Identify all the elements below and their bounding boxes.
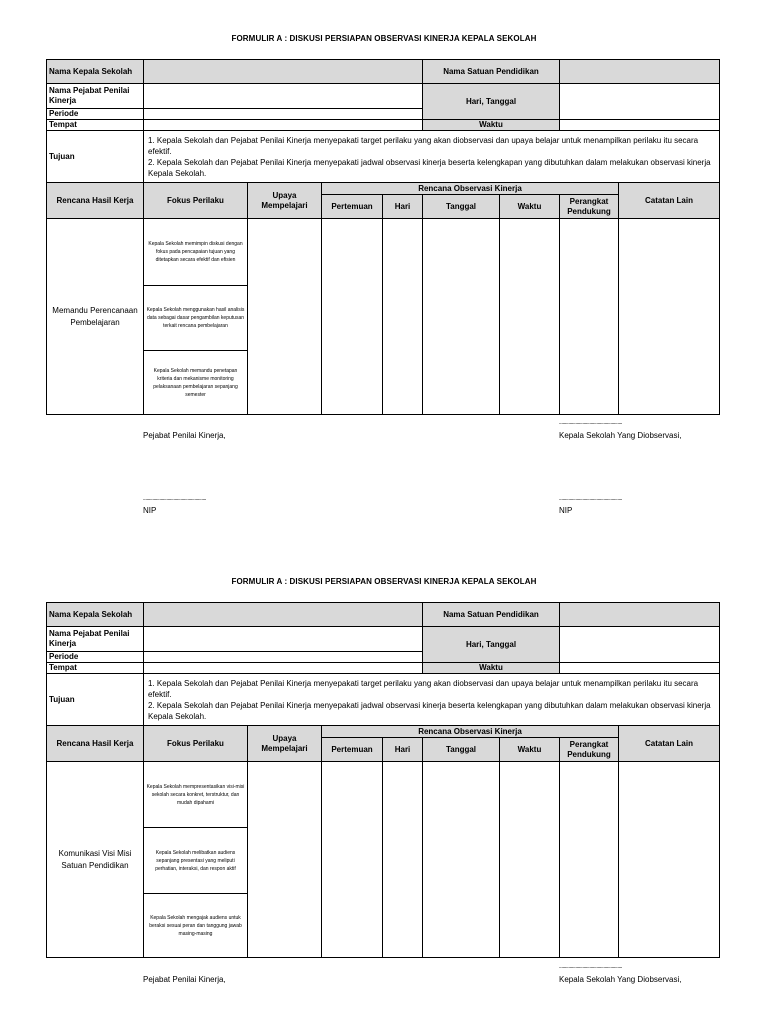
- nama-satuan-field[interactable]: [560, 603, 720, 627]
- tempat-field[interactable]: [144, 120, 423, 131]
- header-rencana-hasil: Rencana Hasil Kerja: [47, 726, 144, 762]
- tujuan-item: 1. Kepala Sekolah dan Pejabat Penilai Kinerja menyepakati target perilaku yang akan diobservasi dan upaya belajar untuk menampilkan perilaku itu secara efektif.: [148, 678, 699, 699]
- catatan-cell[interactable]: [619, 219, 720, 415]
- rencana-hasil-kerja: Memandu Perencanaan Pembelajaran: [47, 219, 144, 415]
- tujuan-item: 1. Kepala Sekolah dan Pejabat Penilai Kinerja menyepakati target perilaku yang akan diobservasi dan upaya belajar untuk menampilkan perilaku itu secara efektif.: [148, 135, 699, 156]
- signature-label-left: Pejabat Penilai Kinerja,: [143, 431, 226, 440]
- hari-tanggal-label: Hari, Tanggal: [423, 84, 560, 120]
- waktu-field[interactable]: [560, 663, 720, 674]
- tujuan-item: 2. Kepala Sekolah dan Pejabat Penilai Kinerja menyepakati jadwal observasi kinerja beserta kelengkapan yang dibutuhkan dalam melakukan observasi kinerja Kepala Sekolah.: [148, 700, 711, 721]
- header-rencana-hasil: Rencana Hasil Kerja: [47, 183, 144, 219]
- form-table: [46, 59, 720, 415]
- header-rencana-observasi: Rencana Observasi Kinerja: [322, 183, 619, 195]
- nama-kepala-field[interactable]: [144, 60, 423, 84]
- nip-label-left: NIP: [143, 506, 157, 515]
- header-rencana-observasi: Rencana Observasi Kinerja: [322, 726, 619, 738]
- waktu-cell[interactable]: [500, 219, 560, 415]
- hari-tanggal-field[interactable]: [560, 627, 720, 663]
- periode-field[interactable]: [144, 109, 423, 120]
- nama-kepala-field[interactable]: [144, 603, 423, 627]
- waktu-label: Waktu: [423, 663, 560, 674]
- nama-kepala-label: Nama Kepala Sekolah: [47, 60, 144, 84]
- upaya-cell[interactable]: [248, 762, 322, 958]
- form-title: FORMULIR A : DISKUSI PERSIAPAN OBSERVASI KINERJA KEPALA SEKOLAH: [231, 34, 537, 43]
- nama-kepala-label: Nama Kepala Sekolah: [47, 603, 144, 627]
- fokus-perilaku-item: Kepala Sekolah mempresentasikan visi-misi sekolah secara konkret, terstruktur, dan mudah dipahami: [144, 762, 248, 828]
- header-tanggal: Tanggal: [423, 738, 500, 762]
- upaya-cell[interactable]: [248, 219, 322, 415]
- nip-label-right: NIP: [559, 506, 573, 515]
- fokus-perilaku-item: Kepala Sekolah memimpin diskusi dengan fokus pada pencapaian tujuan yang ditetapkan secara efektif dan efisien: [144, 219, 248, 286]
- header-hari: Hari: [383, 738, 423, 762]
- tempat-field[interactable]: [144, 663, 423, 674]
- tujuan-label: Tujuan: [47, 674, 144, 726]
- signature-label-right: Kepala Sekolah Yang Diobservasi,: [559, 975, 682, 984]
- tujuan-label: Tujuan: [47, 131, 144, 183]
- fokus-perilaku-item: Kepala Sekolah mengajak audiens untuk beraksi sesuai peran dan tanggung jawab masing-masing: [144, 894, 248, 958]
- header-pertemuan: Pertemuan: [322, 195, 383, 219]
- waktu-label: Waktu: [423, 120, 560, 131]
- header-fokus: Fokus Perilaku: [144, 183, 248, 219]
- signature-label-left: Pejabat Penilai Kinerja,: [143, 975, 226, 984]
- tujuan-item: 2. Kepala Sekolah dan Pejabat Penilai Kinerja menyepakati jadwal observasi kinerja beserta kelengkapan yang dibutuhkan dalam melakukan observasi kinerja Kepala Sekolah.: [148, 157, 711, 178]
- tujuan-text: [144, 131, 720, 183]
- form-title: FORMULIR A : DISKUSI PERSIAPAN OBSERVASI KINERJA KEPALA SEKOLAH: [231, 577, 537, 586]
- header-perangkat: Perangkat Pendukung: [560, 195, 619, 219]
- waktu-cell[interactable]: [500, 762, 560, 958]
- fokus-perilaku-item: Kepala Sekolah menggunakan hasil analisis data sebagai dasar pengambilan keputusan terkait rencana pembelajaran: [144, 286, 248, 351]
- pertemuan-cell[interactable]: [322, 219, 383, 415]
- header-catatan: Catatan Lain: [619, 183, 720, 219]
- tanggal-cell[interactable]: [423, 219, 500, 415]
- fokus-perilaku-item: Kepala Sekolah memandu penetapan kriteria dan mekanisme monitoring pelaksanaan pembelajaran sepanjang semester: [144, 351, 248, 415]
- nama-pejabat-label: Nama Pejabat Penilai Kinerja: [47, 84, 144, 109]
- nama-satuan-label: Nama Satuan Pendidikan: [423, 60, 560, 84]
- header-perangkat: Perangkat Pendukung: [560, 738, 619, 762]
- signature-label-right: Kepala Sekolah Yang Diobservasi,: [559, 431, 682, 440]
- hari-tanggal-label: Hari, Tanggal: [423, 627, 560, 663]
- signature-line-right: ......................................................: [559, 964, 623, 970]
- nama-satuan-label: Nama Satuan Pendidikan: [423, 603, 560, 627]
- header-waktu: Waktu: [500, 738, 560, 762]
- header-waktu: Waktu: [500, 195, 560, 219]
- signature-line-left: ......................................................: [143, 496, 207, 502]
- signature-line-right: ......................................................: [559, 496, 623, 502]
- perangkat-cell[interactable]: [560, 219, 619, 415]
- header-upaya: Upaya Mempelajari: [248, 726, 322, 762]
- fokus-perilaku-item: Kepala Sekolah melibatkan audiens sepanjang presentasi yang meliputi perhatian, interaksi, dan respon aktif: [144, 828, 248, 894]
- rencana-hasil-kerja: Komunikasi Visi Misi Satuan Pendidikan: [47, 762, 144, 958]
- header-hari: Hari: [383, 195, 423, 219]
- tempat-label: Tempat: [47, 663, 144, 674]
- catatan-cell[interactable]: [619, 762, 720, 958]
- header-pertemuan: Pertemuan: [322, 738, 383, 762]
- perangkat-cell[interactable]: [560, 762, 619, 958]
- hari-tanggal-field[interactable]: [560, 84, 720, 120]
- periode-field[interactable]: [144, 652, 423, 663]
- periode-label: Periode: [47, 109, 144, 120]
- form-table: [46, 602, 720, 958]
- nama-pejabat-field[interactable]: [144, 84, 423, 109]
- waktu-field[interactable]: [560, 120, 720, 131]
- periode-label: Periode: [47, 652, 144, 663]
- hari-cell[interactable]: [383, 219, 423, 415]
- nama-satuan-field[interactable]: [560, 60, 720, 84]
- pertemuan-cell[interactable]: [322, 762, 383, 958]
- header-catatan: Catatan Lain: [619, 726, 720, 762]
- nama-pejabat-label: Nama Pejabat Penilai Kinerja: [47, 627, 144, 652]
- header-fokus: Fokus Perilaku: [144, 726, 248, 762]
- tanggal-cell[interactable]: [423, 762, 500, 958]
- signature-line-right: ......................................................: [559, 420, 623, 426]
- hari-cell[interactable]: [383, 762, 423, 958]
- nama-pejabat-field[interactable]: [144, 627, 423, 652]
- header-upaya: Upaya Mempelajari: [248, 183, 322, 219]
- tempat-label: Tempat: [47, 120, 144, 131]
- tujuan-text: [144, 674, 720, 726]
- header-tanggal: Tanggal: [423, 195, 500, 219]
